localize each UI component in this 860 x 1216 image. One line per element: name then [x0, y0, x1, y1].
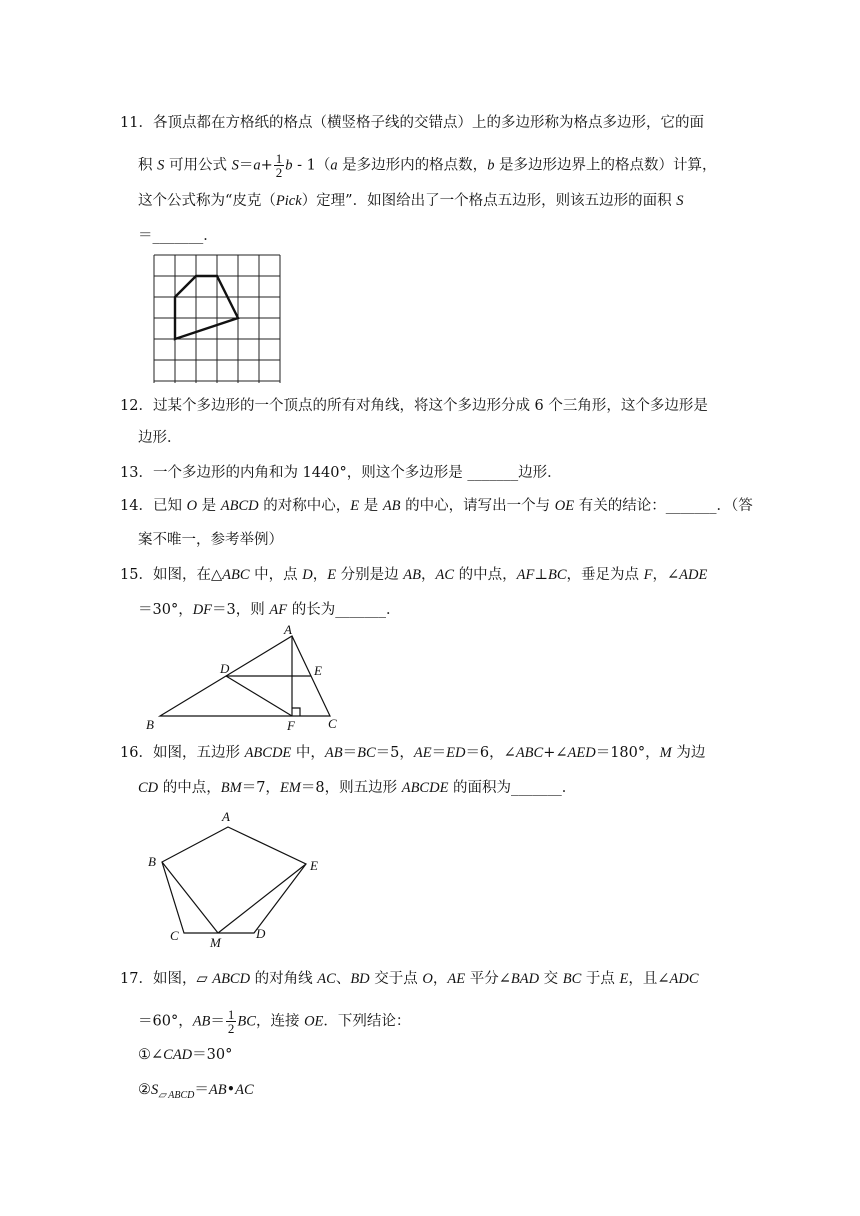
q14-line-2: 案不唯一，参考举例）: [138, 532, 283, 548]
q17-line-2: ＝60°，AB＝ $\frac{1}{2}$ BC，连接 OE．下列结论：: [138, 1007, 411, 1036]
q11-line-2: 积 S 可用公式 S＝a+ $\frac{1}{2}$ b - 1（a 是多边形内的格点数，b 是多边形边界上的格点数）计算，: [138, 151, 717, 180]
label-a: A: [284, 622, 292, 637]
q11-line-4: ＝_______．: [138, 228, 218, 244]
label-a: A: [222, 809, 230, 824]
q15-line-2: ＝30°，DF＝3，则 AF 的长为_______．: [138, 602, 401, 618]
label-e: E: [310, 858, 318, 873]
lattice-pentagon: [175, 276, 238, 339]
q13-line-1: 13．一个多边形的内角和为 1440°，则这个多边形是 _______边形．: [120, 465, 562, 481]
q11-line-3: 这个公式称为“皮克（Pick）定理”．如图给出了一个格点五边形，则该五边形的面积 S: [138, 193, 684, 209]
right-angle-mark: [292, 708, 300, 716]
pentagon-abcde: [162, 827, 306, 933]
q17-conclusion-1: ①∠CAD＝30°: [138, 1047, 233, 1063]
fraction-one-half: $\frac{1}{2}$: [227, 1007, 235, 1036]
label-b: B: [148, 854, 156, 869]
segment-bm: [162, 862, 218, 933]
label-f: F: [287, 718, 295, 733]
q16-line-1: 16．如图，五边形 ABCDE 中，AB＝BC＝5，AE＝ED＝6，∠ABC+∠AED＝180°，M 为边: [120, 745, 706, 761]
q16-line-2: CD 的中点，BM＝7，EM＝8，则五边形 ABCDE 的面积为_______．: [138, 780, 577, 796]
label-d: D: [220, 661, 230, 676]
q14-line-1: 14．已知 O 是 ABCD 的对称中心，E 是 AB 的中心，请写出一个与 OE 有关的结论：_______．（答: [120, 498, 753, 514]
square-grid: [154, 255, 280, 383]
segment-df: [226, 676, 292, 716]
q17-conclusion-2: $②S_{▱ ABCD}=AB•AC$: [138, 1082, 254, 1101]
q15-line-1: 15．如图，在△ABC 中，点 D，E 分别是边 AB，AC 的中点，AF⊥BC，垂足为点 F，∠ADE: [120, 567, 708, 583]
q12-line-2: 边形．: [138, 430, 182, 446]
fraction-one-half: $\frac{1}{2}$: [275, 151, 283, 180]
label-e: E: [314, 663, 322, 678]
pentagon-abcde-figure: [140, 806, 340, 956]
q11-line-1: 11．各顶点都在方格纸的格点（横竖格子线的交错点）上的多边形称为格点多边形，它的面: [120, 115, 704, 131]
label-m: M: [210, 935, 221, 950]
label-d: D: [256, 926, 266, 941]
label-c: C: [170, 928, 179, 943]
q12-line-1: 12．过某个多边形的一个顶点的所有对角线，将这个多边形分成 6 个三角形，这个多边形是: [120, 398, 708, 414]
q17-line-1: 17．如图，▱ ABCD 的对角线 AC、BD 交于点 O，AE 平分∠BAD 交 BC 于点 E，且∠ADC: [120, 971, 699, 987]
label-c: C: [328, 716, 337, 731]
lattice-pentagon-figure: [152, 253, 284, 385]
label-b: B: [146, 717, 154, 732]
triangle-abc-figure: [140, 622, 350, 734]
